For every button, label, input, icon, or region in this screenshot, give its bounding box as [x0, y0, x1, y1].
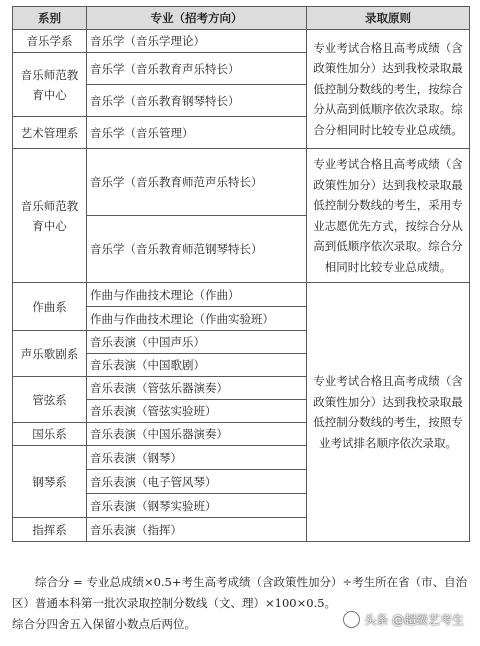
- major-cell: 音乐学（音乐教育师范声乐特长）: [87, 149, 307, 216]
- formula-text: 综合分 = 专业总成绩×0.5+考生高考成绩（含政策性加分）÷考生所在省（市、自治区）普通本科第一批次录取控制分数线（文、理）×100×0.5。: [12, 575, 468, 610]
- major-cell: 音乐表演（管弦实验班）: [87, 400, 307, 423]
- header-major: 专业（招考方向）: [87, 7, 307, 30]
- rule-cell: 专业考试合格且高考成绩（含政策性加分）达到我校录取最低控制分数线的考生，按照专业考试排名顺序依次录取。: [307, 283, 470, 542]
- major-cell: 音乐表演（钢琴实验班）: [87, 494, 307, 518]
- major-cell: 音乐表演（电子管风琴）: [87, 470, 307, 494]
- table-row: [13, 283, 470, 307]
- watermark: [343, 611, 464, 628]
- major-cell: 音乐学（音乐管理）: [87, 117, 307, 149]
- major-cell: 作曲与作曲技术理论（作曲）: [87, 283, 307, 307]
- department-cell: 音乐学系: [13, 30, 87, 53]
- rule-cell: 专业考试合格且高考成绩（含政策性加分）达到我校录取最低控制分数线的考生，按综合分从高到低顺序依次录取。综合分相同时比较专业总成绩。: [307, 30, 470, 149]
- major-cell: 音乐学（音乐教育声乐特长）: [87, 53, 307, 85]
- header-department: 系别: [13, 7, 87, 30]
- department-cell: 声乐歌剧系: [13, 331, 87, 377]
- major-cell: 音乐表演（中国歌剧）: [87, 354, 307, 377]
- major-cell: 音乐学（音乐学理论）: [87, 30, 307, 53]
- major-cell: 音乐表演（中国乐器演奏）: [87, 423, 307, 446]
- department-cell: 音乐师范教育中心: [13, 149, 87, 283]
- admission-table: [12, 6, 470, 542]
- rule-cell: 专业考试合格且高考成绩（含政策性加分）达到我校录取最低控制分数线的考生，采用专业志愿优先方式，按综合分从高到低顺序依次录取。综合分相同时比较专业总成绩。: [307, 149, 470, 283]
- watermark-text: 头条 @超级艺考生: [364, 613, 464, 627]
- rounding-text: 综合分四舍五入保留小数点后两位。: [12, 617, 196, 631]
- major-cell: 音乐学（音乐教育师范钢琴特长）: [87, 216, 307, 283]
- department-cell: 音乐师范教育中心: [13, 53, 87, 117]
- major-cell: 音乐表演（管弦乐器演奏）: [87, 377, 307, 400]
- major-cell: 音乐表演（指挥）: [87, 518, 307, 542]
- header-rule: 录取原则: [307, 7, 470, 30]
- table-header-row: [13, 7, 470, 30]
- major-cell: 音乐表演（中国声乐）: [87, 331, 307, 354]
- watermark-logo-icon: [343, 611, 360, 628]
- major-cell: 作曲与作曲技术理论（作曲实验班）: [87, 307, 307, 331]
- department-cell: 艺术管理系: [13, 117, 87, 149]
- department-cell: 作曲系: [13, 283, 87, 331]
- major-cell: 音乐表演（钢琴）: [87, 446, 307, 470]
- department-cell: 钢琴系: [13, 446, 87, 518]
- table-row: [13, 30, 470, 53]
- department-cell: 管弦系: [13, 377, 87, 423]
- department-cell: 指挥系: [13, 518, 87, 542]
- major-cell: 音乐学（音乐教育钢琴特长）: [87, 85, 307, 117]
- table-row: [13, 149, 470, 216]
- department-cell: 国乐系: [13, 423, 87, 446]
